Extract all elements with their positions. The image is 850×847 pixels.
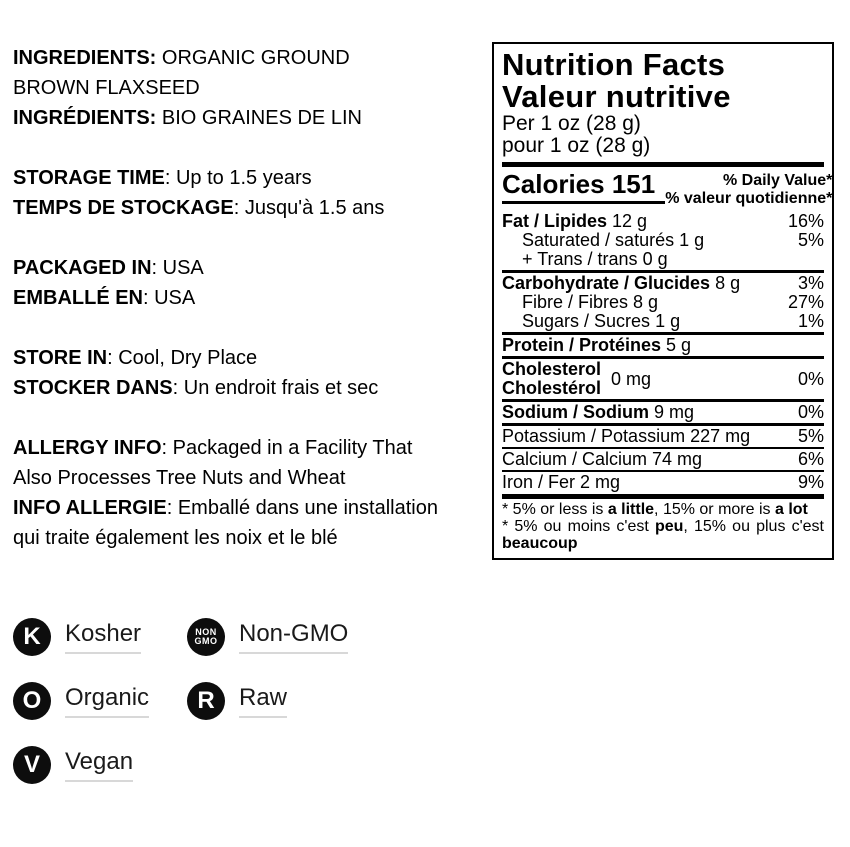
badge-label-vegan: Vegan <box>65 749 133 782</box>
info-spacer <box>13 313 485 343</box>
product-info-line: INGRÉDIENTS: BIO GRAINES DE LIN <box>13 107 362 129</box>
nutrient-row-fibre: Fibre / Fibres 8 g 27% <box>522 292 824 312</box>
product-info-line: Also Processes Tree Nuts and Wheat <box>13 467 346 489</box>
product-info-line: EMBALLÉ EN: USA <box>13 287 196 309</box>
badge-vegan <box>13 746 187 784</box>
product-info-line: STORE IN: Cool, Dry Place <box>13 347 258 369</box>
badge-kosher <box>13 618 187 656</box>
product-info-block <box>13 43 485 553</box>
product-info-line: ALLERGY INFO: Packaged in a Facility That <box>13 437 413 459</box>
serving-size-fr: pour 1 oz (28 g) <box>502 134 651 157</box>
nutrient-row-protein: Protein / Protéines 5 g <box>502 335 692 355</box>
thick-divider <box>502 162 824 167</box>
daily-value-header <box>665 172 832 208</box>
raw-icon: R <box>187 682 225 720</box>
nutrient-row-saturated: Saturated / saturés 1 g 5% <box>522 230 824 250</box>
calories-label: Calories <box>502 169 605 199</box>
product-info-line: STORAGE TIME: Up to 1.5 years <box>13 167 312 189</box>
badge-organic <box>13 682 187 720</box>
nutrient-row-potassium: Potassium / Potassium 227 mg 5% <box>502 426 824 446</box>
product-info-line: INGREDIENTS: ORGANIC GROUND <box>13 47 350 69</box>
badge-non-gmo <box>187 618 348 656</box>
info-spacer <box>13 223 485 253</box>
nutrient-row-trans: + Trans / trans 0 g <box>522 249 668 269</box>
non-gmo-icon: NON GMO <box>187 618 225 656</box>
serving-size-en: Per 1 oz (28 g) <box>502 112 641 135</box>
nutrient-rows <box>502 212 824 499</box>
nutrient-row-calcium: Calcium / Calcium 74 mg 6% <box>502 449 824 469</box>
nutrient-row-sodium: Sodium / Sodium 9 mg 0% <box>502 402 824 422</box>
product-info-line: STOCKER DANS: Un endroit frais et sec <box>13 377 379 399</box>
daily-value-header-en: % Daily Value* <box>722 172 833 189</box>
nutrient-row-iron: Iron / Fer 2 mg 9% <box>502 472 824 492</box>
vegan-icon: V <box>13 746 51 784</box>
product-info-line: INFO ALLERGIE: Emballé dans une installation <box>13 497 438 519</box>
badge-label-kosher: Kosher <box>65 621 141 654</box>
badge-row <box>13 733 348 797</box>
footnote <box>502 501 824 552</box>
badge-row <box>13 669 348 733</box>
badge-label-non-gmo: Non-GMO <box>239 621 348 654</box>
calories-value <box>502 170 665 204</box>
organic-icon: O <box>13 682 51 720</box>
badge-row <box>13 605 348 669</box>
product-info-line: qui traite également les noix et le blé <box>13 527 338 549</box>
info-spacer <box>13 133 485 163</box>
nutrition-title-fr: Valeur nutritive <box>502 79 731 114</box>
badge-label-raw: Raw <box>239 685 287 718</box>
nutrition-title-en: Nutrition Facts <box>502 47 726 82</box>
nutrient-row-cholesterol: Cholesterol Cholestérol 0 mg 0% <box>502 359 824 398</box>
product-info-line: PACKAGED IN: USA <box>13 257 204 279</box>
product-info-line: TEMPS DE STOCKAGE: Jusqu'à 1.5 ans <box>13 197 385 219</box>
daily-value-header-fr: % valeur quotidienne* <box>665 190 833 207</box>
certification-badges <box>13 605 348 797</box>
nutrient-row-carbohydrate: Carbohydrate / Glucides 8 g 3% <box>502 273 824 293</box>
badge-label-organic: Organic <box>65 685 149 718</box>
nutrition-facts-panel <box>492 42 834 560</box>
calories-number: 151 <box>611 169 656 199</box>
divider <box>502 494 824 499</box>
kosher-icon: K <box>13 618 51 656</box>
nutrient-row-fat: Fat / Lipides 12 g 16% <box>502 211 824 231</box>
calories-row <box>502 169 833 208</box>
nutrient-row-sugars: Sugars / Sucres 1 g 1% <box>522 311 824 331</box>
footnote-fr: * 5% ou moins c'est peu, 15% ou plus c'est beaucoup <box>502 518 825 552</box>
product-info-line: BROWN FLAXSEED <box>13 77 200 99</box>
badge-raw <box>187 682 287 720</box>
info-spacer <box>13 403 485 433</box>
footnote-en: * 5% or less is a little, 15% or more is a lot <box>502 501 808 518</box>
